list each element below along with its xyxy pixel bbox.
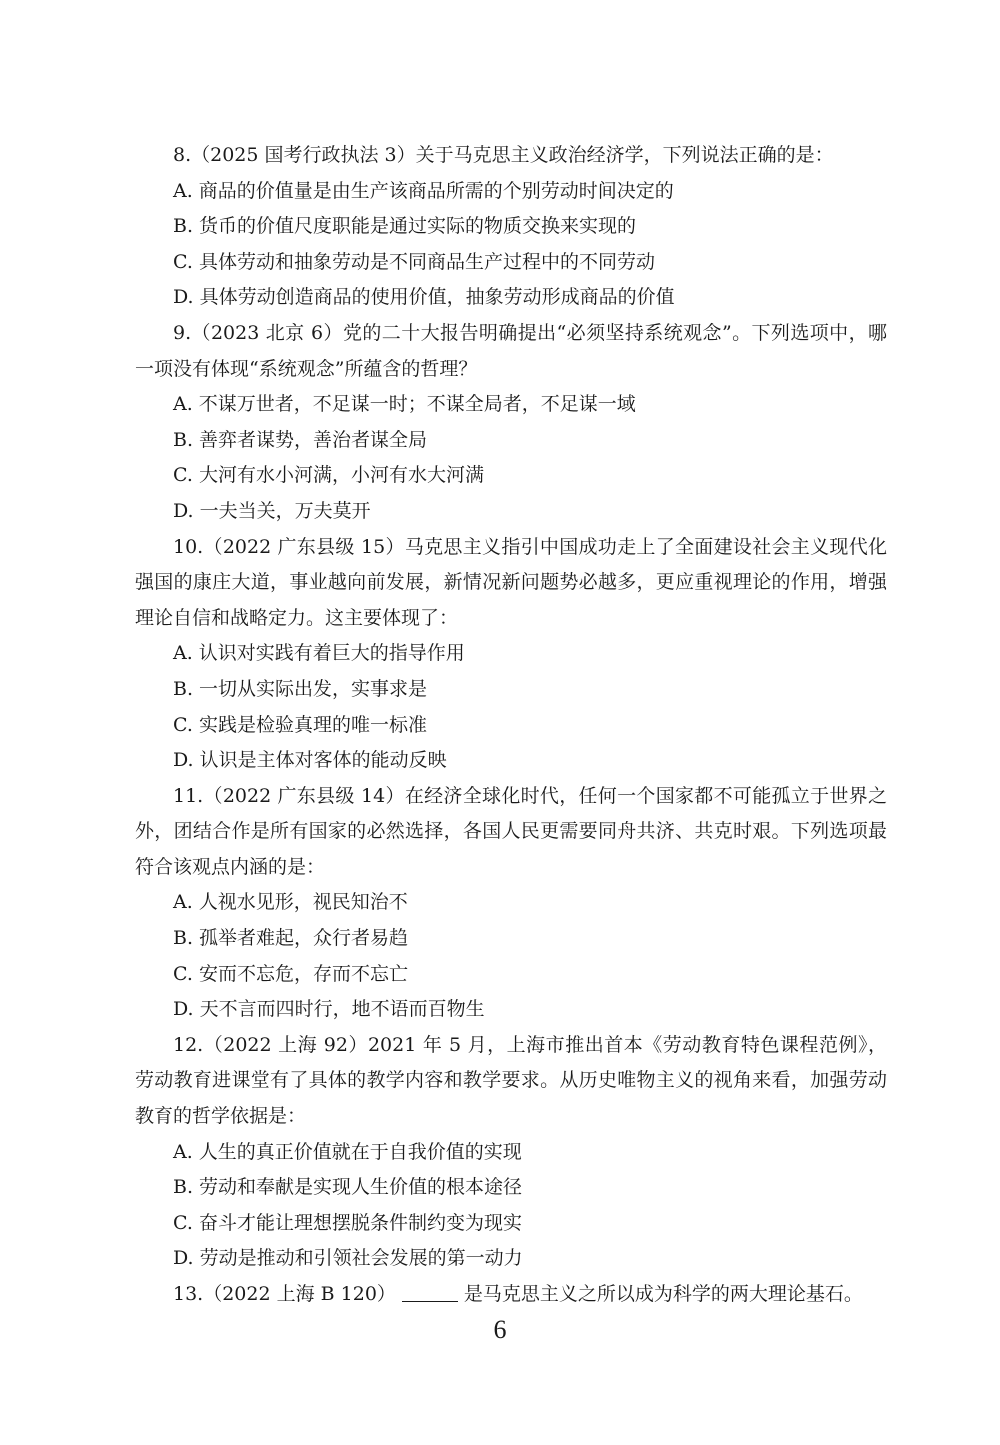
question-9 [135,316,887,530]
option-b: B. 货币的价值尺度职能是通过实际的物质交换来实现的 [173,215,637,238]
fill-in-blank [402,1283,458,1302]
question-stem: 12.（2022 上海 92）2021 年 5 月，上海市推出首本《劳动教育特色课程范例》，劳动教育进课堂有了具体的教学内容和教学要求。从历史唯物主义的视角来看，加强劳动教育的哲学依据是： [135,1033,887,1128]
option-a: A. 认识对实践有着巨大的指导作用 [173,642,465,665]
question-stem: 8.（2025 国考行政执法 3）关于马克思主义政治经济学，下列说法正确的是： [173,144,834,166]
option-c: C. 实践是检验真理的唯一标准 [173,713,427,736]
question-stem-prefix: 13.（2022 上海 B 120） [173,1283,396,1305]
question-stem: 11.（2022 广东县级 14）在经济全球化时代，任何一个国家都不可能孤立于世界之外，团结合作是所有国家的必然选择，各国人民更需要同舟共济、共克时艰。下列选项最符合该观点内涵的是： [135,784,887,878]
question-stem: 9.（2023 北京 6）党的二十大报告明确提出“必须坚持系统观念”。下列选项中，哪一项没有体现“系统观念”所蕴含的哲理？ [135,321,887,380]
option-d: D. 劳动是推动和引领社会发展的第一动力 [173,1247,523,1270]
option-b: B. 一切从实际出发，实事求是 [173,677,428,700]
option-c: C. 奋斗才能让理想摆脱条件制约变为现实 [173,1211,522,1234]
question-stem: 10.（2022 广东县级 15）马克思主义指引中国成功走上了全面建设社会主义现代化强国的康庄大道，事业越向前发展，新情况新问题势必越多，更应重视理论的作用，增强理论自信和战略定力。这主要体现了： [135,535,887,629]
question-8 [135,138,887,316]
option-c: C. 具体劳动和抽象劳动是不同商品生产过程中的不同劳动 [173,250,655,273]
option-a: A. 不谋万世者，不足谋一时；不谋全局者，不足谋一域 [173,393,636,416]
option-d: D. 认识是主体对客体的能动反映 [173,749,447,772]
option-d: D. 一夫当关，万夫莫开 [173,499,371,522]
page-number: 6 [493,1315,507,1344]
option-b: B. 孤举者难起，众行者易趋 [173,927,409,950]
option-a: A. 人视水见形，视民知治不 [173,891,408,914]
question-13 [135,1277,887,1313]
option-a: A. 商品的价值量是由生产该商品所需的个别劳动时间决定的 [173,179,674,202]
option-d: D. 具体劳动创造商品的使用价值，抽象劳动形成商品的价值 [173,286,675,309]
option-b: B. 劳动和奉献是实现人生价值的根本途径 [173,1176,523,1199]
question-stem [135,1277,887,1313]
question-12 [135,1028,887,1277]
option-c: C. 安而不忘危，存而不忘亡 [173,962,408,985]
option-b: B. 善弈者谋势，善治者谋全局 [173,428,428,451]
question-stem-suffix: 是马克思主义之所以成为科学的两大理论基石。 [463,1283,863,1305]
option-a: A. 人生的真正价值就在于自我价值的实现 [173,1140,522,1163]
document-page [135,138,887,1313]
question-10 [135,530,887,779]
option-d: D. 天不言而四时行，地不语而百物生 [173,998,485,1021]
question-11 [135,779,887,1028]
option-c: C. 大河有水小河满，小河有水大河满 [173,464,484,487]
